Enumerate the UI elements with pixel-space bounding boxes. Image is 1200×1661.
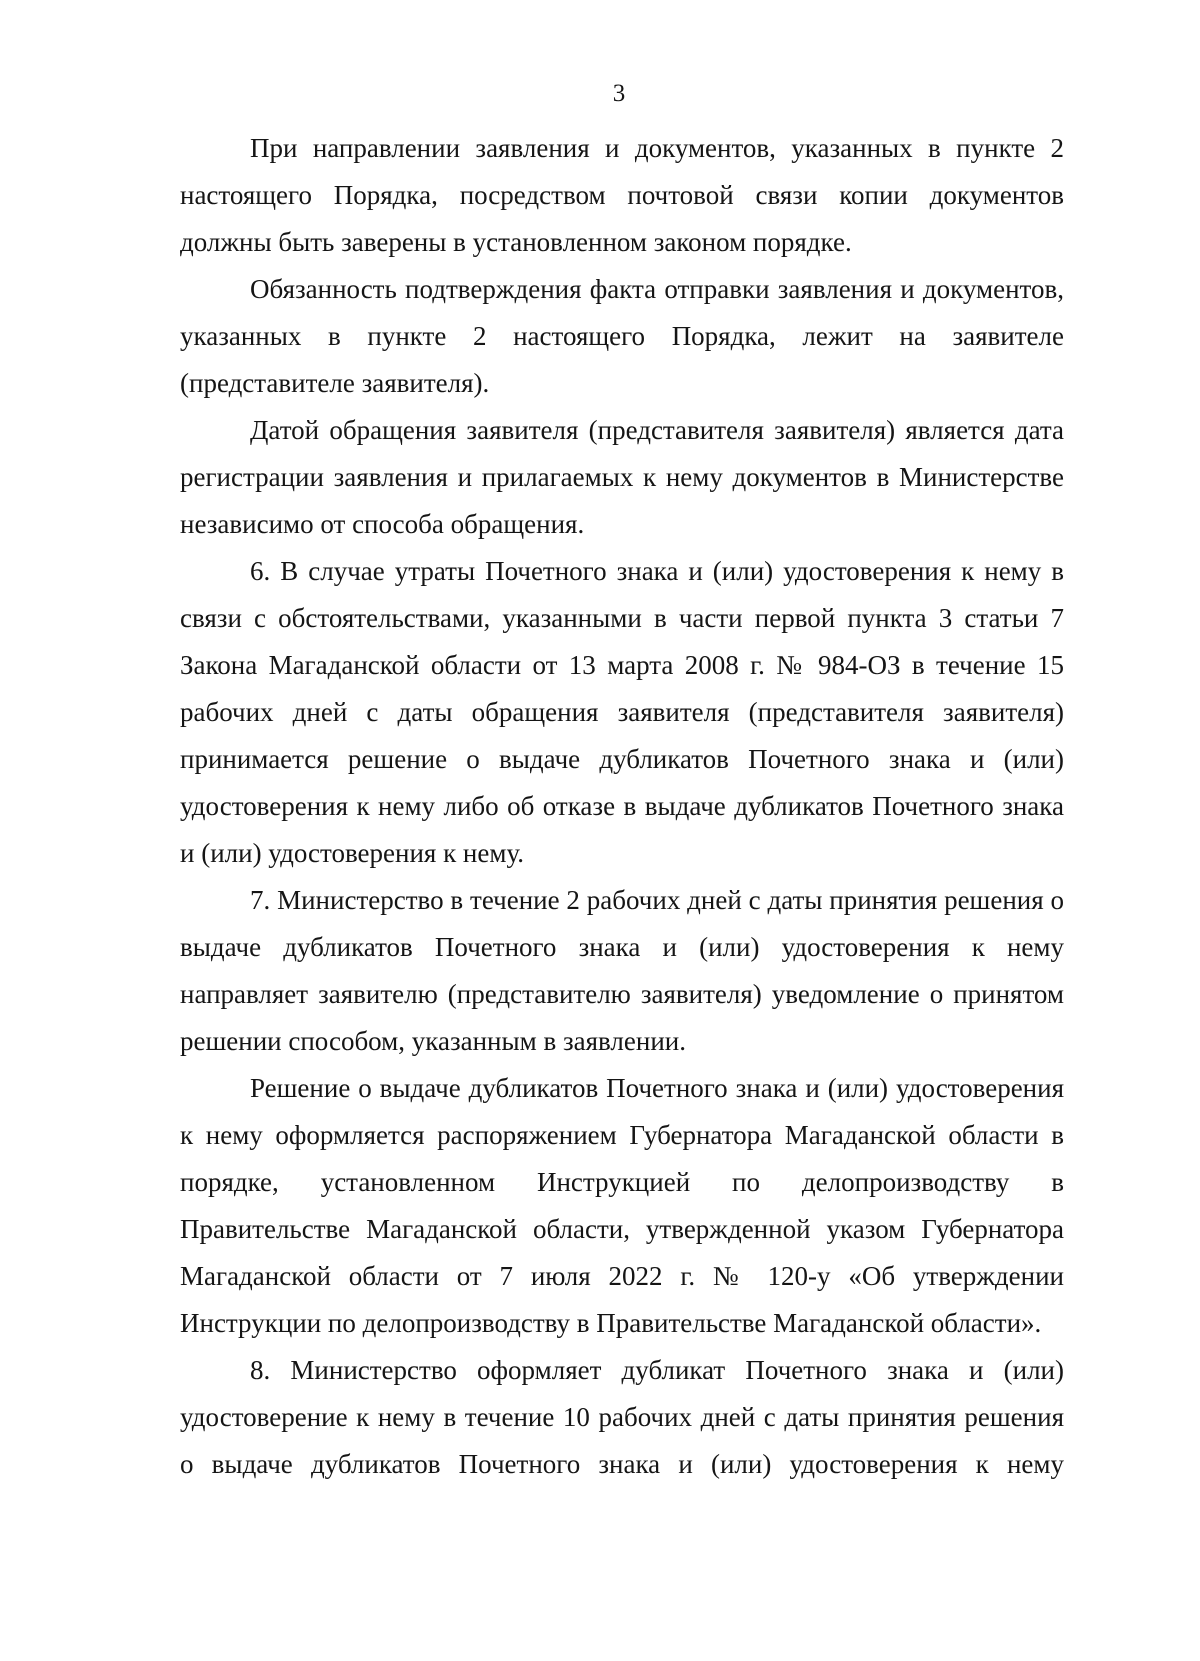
paragraph-postal-submission: При направлении заявления и документов, указанных в пункте 2 настоящего Порядка, посредством почтовой связи копии документов должны быть заверены в установленном законом порядке. [180, 133, 1064, 257]
paragraph-item-7: 7. Министерство в течение 2 рабочих дней с даты принятия решения о выдаче дубликатов Почетного знака и (или) удостоверения к нему направляет заявителю (представителю заявителя) уведомление о принятом решении способом, указанным в заявлении. [180, 885, 1064, 1056]
paragraph-proof-obligation: Обязанность подтверждения факта отправки заявления и документов, указанных в пункте 2 настоящего Порядка, лежит на заявителе (представителе заявителя). [180, 274, 1064, 398]
paragraph-application-date: Датой обращения заявителя (представителя заявителя) является дата регистрации заявления и прилагаемых к нему документов в Министерстве независимо от способа обращения. [180, 415, 1064, 539]
paragraph-decision-form: Решение о выдаче дубликатов Почетного знака и (или) удостоверения к нему оформляется распоряжением Губернатора Магаданской области в порядке, установленном Инструкцией по делопроизводству в Правительстве Магаданской области, утвержденной указом Губернатора Магаданской области от 7 июля 2022 г. № 120-у «Об утверждении Инструкции по делопроизводству в Правительстве Магаданской области». [180, 1073, 1064, 1338]
document-body [180, 125, 1064, 1488]
paragraph-item-8: 8. Министерство оформляет дубликат Почетного знака и (или) удостоверение к нему в течение 10 рабочих дней с даты принятия решения о выдаче дубликатов Почетного знака и (или) удостоверения к нему [180, 1355, 1064, 1479]
paragraph-item-6: 6. В случае утраты Почетного знака и (или) удостоверения к нему в связи с обстоятельствами, указанными в части первой пункта 3 статьи 7 Закона Магаданской области от 13 марта 2008 г. № 984-ОЗ в течение 15 рабочих дней с даты обращения заявителя (представителя заявителя) принимается решение о выдаче дубликатов Почетного знака и (или) удостоверения к нему либо об отказе в выдаче дубликатов Почетного знака и (или) удостоверения к нему. [180, 556, 1064, 868]
page-number: 3 [612, 80, 626, 107]
